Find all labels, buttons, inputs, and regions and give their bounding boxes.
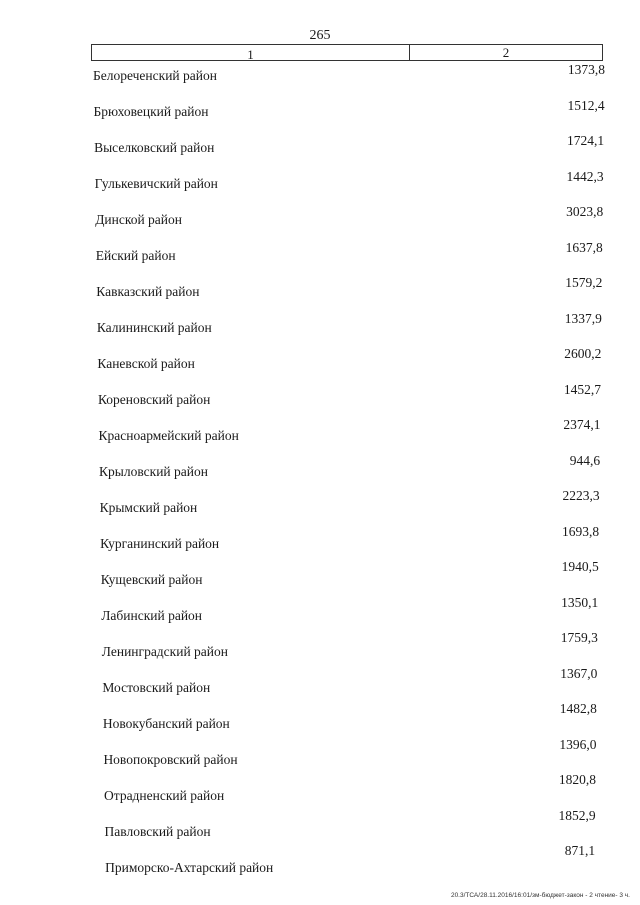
district-value: 1852,9 xyxy=(558,807,596,823)
district-name: Новопокровский район xyxy=(103,752,238,767)
district-value: 1452,7 xyxy=(563,381,601,397)
table-row xyxy=(0,524,640,554)
district-name: Крыловский район xyxy=(99,464,208,479)
district-value: 2600,2 xyxy=(564,346,602,361)
district-value: 2374,1 xyxy=(563,417,601,432)
table-row xyxy=(0,240,640,270)
district-name: Красноармейский район xyxy=(98,428,239,443)
table-row xyxy=(0,772,640,802)
district-name: Ейский район xyxy=(95,248,176,263)
page-number: 265 xyxy=(309,28,331,43)
table-row xyxy=(0,843,640,873)
district-value: 1512,4 xyxy=(567,97,605,113)
district-name: Ленинградский район xyxy=(101,644,228,659)
district-name: Крымский район xyxy=(99,500,198,515)
table-row xyxy=(0,346,640,376)
district-value: 2223,3 xyxy=(562,488,600,503)
district-value: 1693,8 xyxy=(562,523,600,539)
district-value: 3023,8 xyxy=(566,204,604,219)
district-value: 1482,8 xyxy=(559,701,597,716)
district-name: Отрадненский район xyxy=(104,788,225,803)
table-header xyxy=(91,44,603,61)
district-name: Приморско-Ахтарский район xyxy=(105,860,274,875)
table-row xyxy=(0,62,640,92)
district-value: 1350,1 xyxy=(561,594,599,610)
table-row xyxy=(0,417,640,447)
district-name: Кореновский район xyxy=(97,392,211,407)
district-name: Павловский район xyxy=(104,824,211,839)
table-row xyxy=(0,808,640,838)
district-value: 1579,2 xyxy=(565,275,603,290)
district-name: Курганинский район xyxy=(100,536,220,551)
district-value: 1940,5 xyxy=(561,559,599,574)
district-value: 1759,3 xyxy=(560,630,598,645)
table-row xyxy=(0,701,640,731)
district-name: Лабинский район xyxy=(101,608,203,623)
district-name: Выселковский район xyxy=(94,140,215,155)
table-row xyxy=(0,98,640,128)
district-name: Динской район xyxy=(95,212,183,227)
district-value: 1724,1 xyxy=(566,133,605,148)
district-value: 1337,9 xyxy=(564,310,602,326)
table-row xyxy=(0,488,640,518)
footer-note: 20.3/ТСА/28.11.2016/16:01/зм-бюджет-закон - 2 чтение- 3 ч. xyxy=(450,892,630,899)
district-value: 944,6 xyxy=(569,452,601,468)
table-row xyxy=(0,275,640,305)
district-name: Мостовский район xyxy=(102,680,211,695)
table-row xyxy=(0,559,640,589)
table-row xyxy=(0,204,640,234)
table-row xyxy=(0,133,640,163)
district-value: 871,1 xyxy=(564,843,596,858)
table-row xyxy=(0,666,640,696)
district-name: Брюховецкий район xyxy=(93,104,209,119)
district-value: 1367,0 xyxy=(560,665,598,681)
district-name: Калининский район xyxy=(96,320,212,335)
header-col-2: 2 xyxy=(502,45,510,60)
header-col-1: 1 xyxy=(92,45,410,60)
table-row xyxy=(0,453,640,483)
district-name: Новокубанский район xyxy=(102,716,230,731)
district-name: Кавказский район xyxy=(96,284,200,299)
table-row xyxy=(0,311,640,341)
table-row xyxy=(0,595,640,625)
district-value: 1820,8 xyxy=(558,772,596,787)
district-value: 1442,3 xyxy=(566,168,604,184)
district-name: Каневской район xyxy=(97,356,195,371)
table-row xyxy=(0,382,640,412)
district-name: Кущевский район xyxy=(100,572,203,587)
district-value: 1373,8 xyxy=(567,62,605,77)
district-value: 1637,8 xyxy=(565,239,603,255)
table-row xyxy=(0,169,640,199)
district-name: Белореченский район xyxy=(93,68,217,83)
district-value: 1396,0 xyxy=(559,736,597,752)
table-row xyxy=(0,737,640,767)
table-row xyxy=(0,630,640,660)
district-name: Гулькевичский район xyxy=(94,176,218,191)
